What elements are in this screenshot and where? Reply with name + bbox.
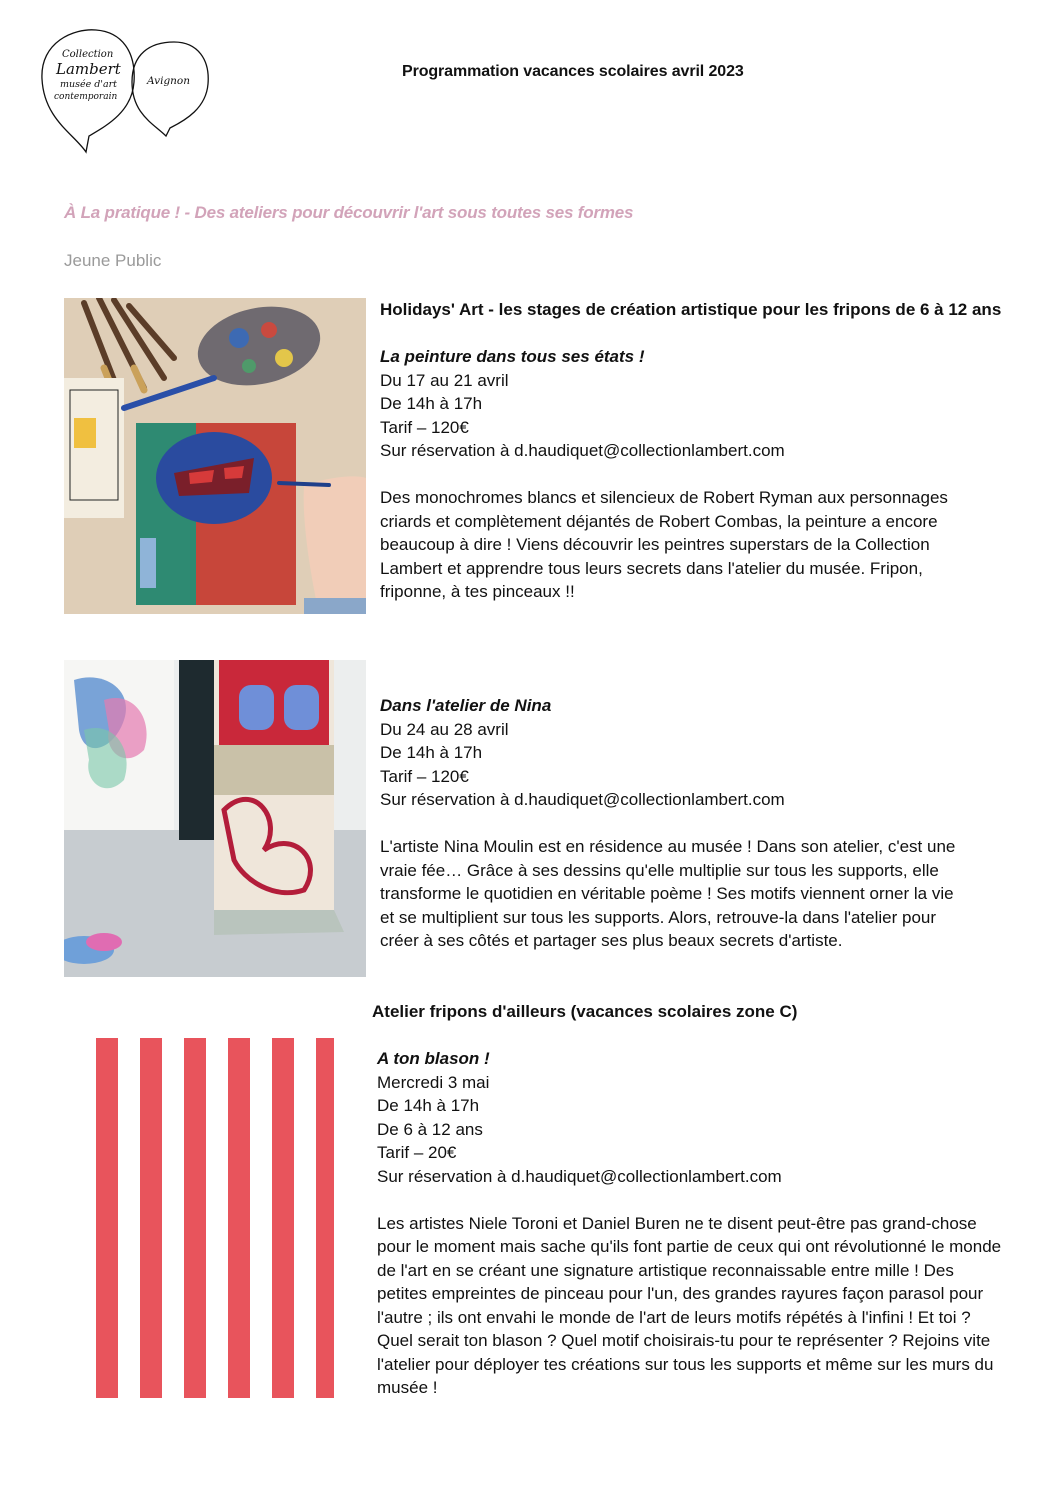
logo-line-4: contemporain	[54, 92, 118, 102]
workshop-3-booking: Sur réservation à d.haudiquet@collectionlambert.com	[377, 1166, 782, 1186]
workshop-1-price: Tarif – 120€	[380, 417, 469, 437]
workshop-1-hours: De 14h à 17h	[380, 394, 483, 413]
workshop-3-price: Tarif – 20€	[377, 1143, 457, 1162]
workshop-3	[377, 1047, 1007, 1400]
workshop-2	[380, 694, 1005, 953]
workshop-1-description: Des monochromes blancs et silencieux de Robert Ryman aux personnages criards et complètement déjantés de Robert Combas, la peinture a encore beaucoup à dire ! Viens découvrir les peintres superstars de la Collection Lambert et apprendre tous leurs secrets dans l'atelier du musée. Fripon, friponne, à tes pinceaux !!	[380, 488, 948, 601]
stripes-artwork	[78, 1038, 350, 1398]
painting-workshop-photo	[64, 298, 366, 614]
workshop-1-dates: Du 17 au 21 avril	[380, 370, 509, 390]
logo-line-3: musée d'art	[60, 79, 117, 90]
logo-bubbles	[34, 24, 214, 156]
workshop-2-price: Tarif – 120€	[380, 766, 469, 786]
logo-city: Avignon	[147, 75, 191, 87]
audience-label: Jeune Public	[64, 251, 162, 270]
workshop-3-description: Les artistes Niele Toroni et Daniel Buren ne te disent peut-être pas grand-chose pour le moment mais sache qu'ils font partie de ceux qui ont révolutionné le monde de l'art en se créant une signature artistique reconnaissable entre mille ! Des petites empreintes de pinceau pour l'un, des grandes rayures façon parasol pour l'autre ; ils ont envahi le monde de l'art de leurs motifs répétés à l'infini ! Et toi ? Quel serait ton blason ? Quel motif choisirais-tu pour te représenter ? Rejoins vite l'atelier pour déployer tes créations sur tous les supports et même sur les murs du musée !	[377, 1213, 1002, 1397]
logo-line-2: Lambert	[56, 60, 121, 78]
page-title: Programmation vacances scolaires avril 2023	[402, 63, 744, 80]
workshop-2-hours: De 14h à 17h	[380, 743, 483, 762]
workshop-1-booking: Sur réservation à d.haudiquet@collectionlambert.com	[380, 441, 785, 460]
workshop-2-booking: Sur réservation à d.haudiquet@collectionlambert.com	[380, 790, 785, 809]
nina-studio-photo	[64, 660, 366, 977]
workshop-2-description: L'artiste Nina Moulin est en résidence au musée ! Dans son atelier, c'est une vraie fée… Grâce à ses dessins qu'elle multiplie sur tous les supports, elle transforme le quotidien en véritable poème ! Ses motifs viennent orner la vie et se multiplient sur tous les supports. Alors, retrouve-la dans l'atelier pour créer à ses côtés et partager ses plus beaux secrets d'artiste.	[380, 837, 956, 950]
workshop-1	[380, 298, 1005, 604]
workshop-3-hours: De 14h à 17h	[377, 1096, 480, 1115]
workshop-2-name: Dans l'atelier de Nina	[380, 696, 552, 715]
workshop-3-dates: Mercredi 3 mai	[377, 1072, 490, 1092]
workshop-3-ages: De 6 à 12 ans	[377, 1119, 483, 1139]
workshop-3-program-title: Atelier fripons d'ailleurs (vacances scolaires zone C)	[372, 1002, 798, 1021]
workshop-3-name: A ton blason !	[377, 1049, 490, 1068]
collection-lambert-logo	[34, 24, 214, 156]
workshop-1-program-title: Holidays' Art - les stages de création artistique pour les fripons de 6 à 12 ans	[380, 300, 1002, 319]
workshop-3-header	[372, 1000, 1012, 1024]
workshop-1-name: La peinture dans tous ses états !	[380, 347, 645, 366]
section-heading: À La pratique ! - Des ateliers pour découvrir l'art sous toutes ses formes	[64, 203, 634, 222]
workshop-2-dates: Du 24 au 28 avril	[380, 719, 509, 739]
logo-line-1: Collection	[62, 49, 114, 60]
